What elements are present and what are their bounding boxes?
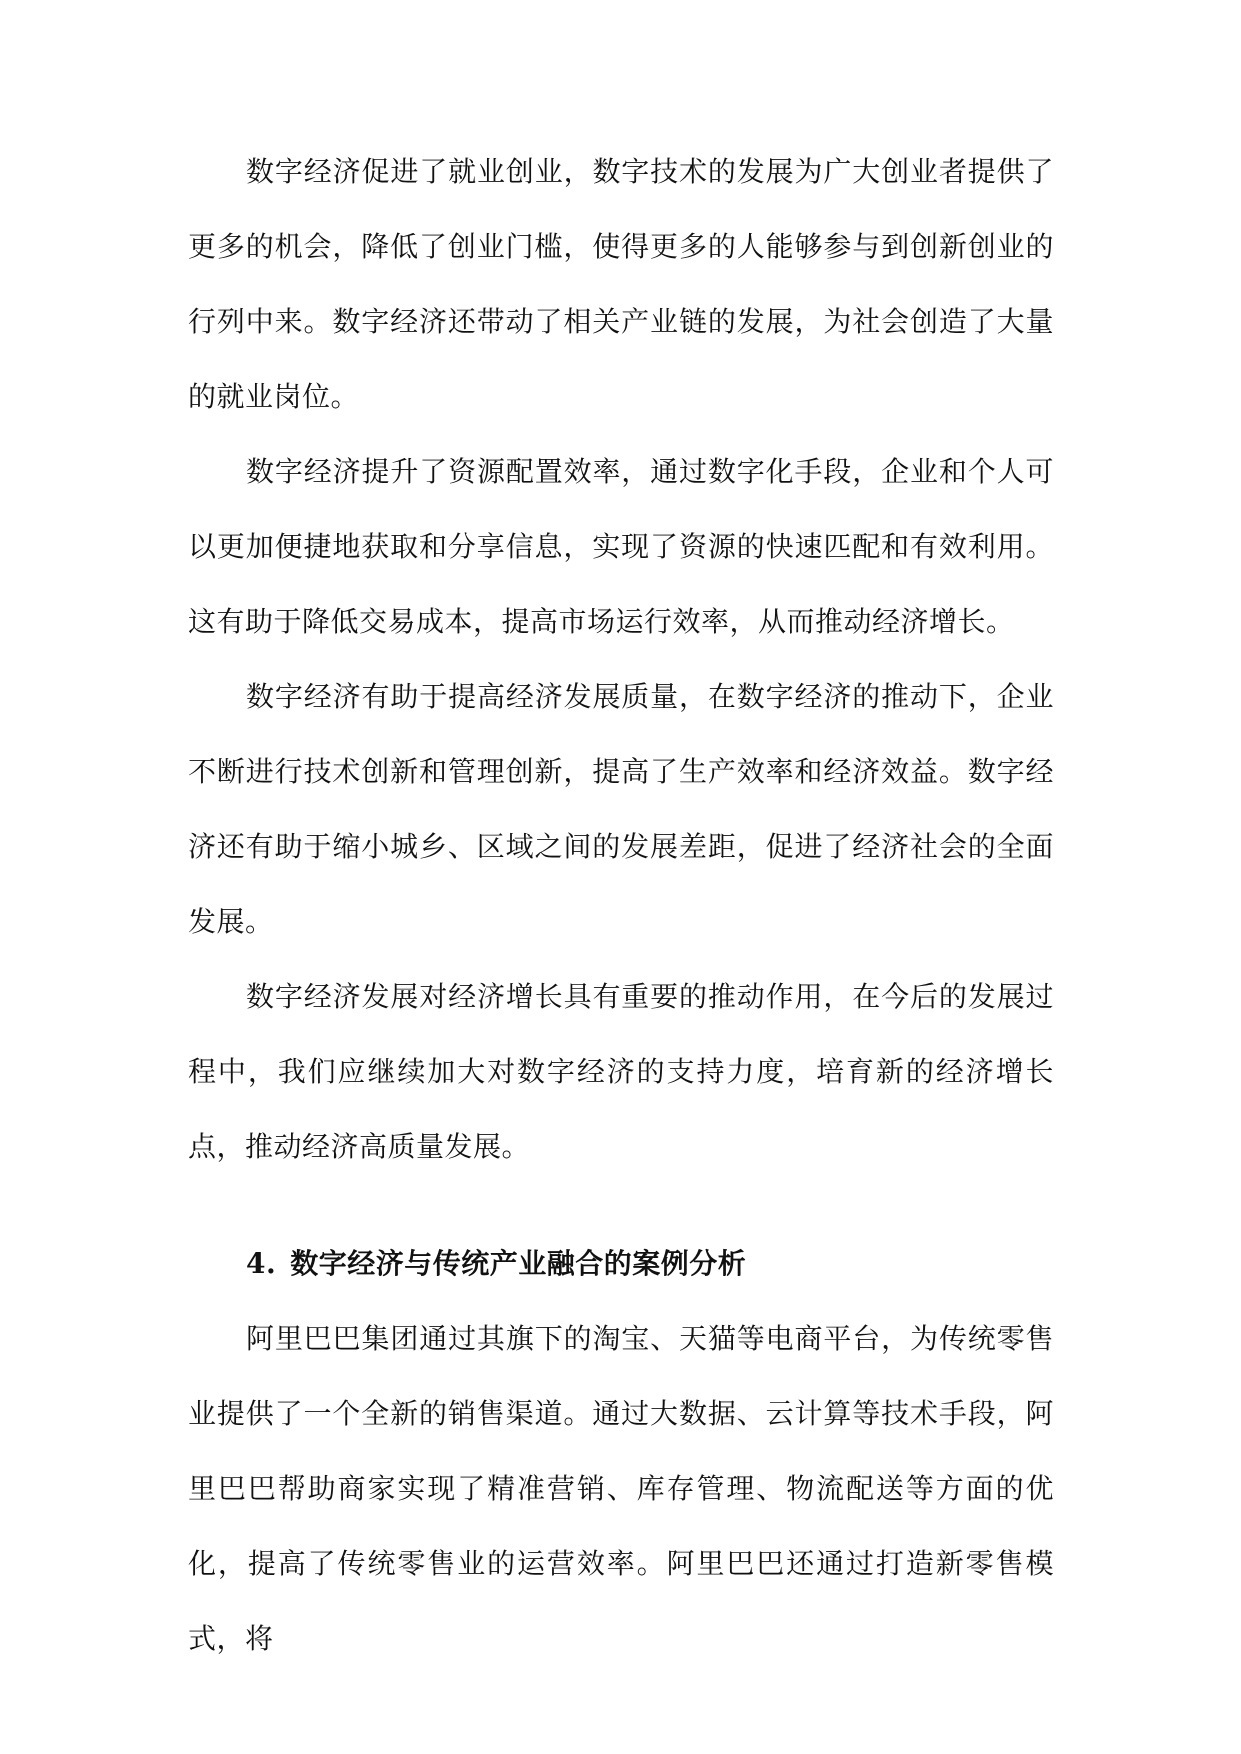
paragraph-employment: 数字经济促进了就业创业，数字技术的发展为广大创业者提供了更多的机会，降低了创业门槛，使得更多的人能够参与到创新创业的行列中来。数字经济还带动了相关产业链的发展，为社会创造了大量的就业岗位。 [188,155,1054,413]
paragraph-development-quality: 数字经济有助于提高经济发展质量，在数字经济的推动下，企业不断进行技术创新和管理创新，提高了生产效率和经济效益。数字经济还有助于缩小城乡、区域之间的发展差距，促进了经济社会的全面发展。 [188,680,1054,938]
paragraph-resource-allocation: 数字经济提升了资源配置效率，通过数字化手段，企业和个人可以更加便捷地获取和分享信息，实现了资源的快速匹配和有效利用。这有助于降低交易成本，提高市场运行效率，从而推动经济增长。 [188,455,1054,638]
paragraph-alibaba-case: 阿里巴巴集团通过其旗下的淘宝、天猫等电商平台，为传统零售业提供了一个全新的销售渠道。通过大数据、云计算等技术手段，阿里巴巴帮助商家实现了精准营销、库存管理、物流配送等方面的优化，提高了传统零售业的运营效率。阿里巴巴还通过打造新零售模式，将 [188,1322,1054,1655]
section-number: 4. [246,1247,277,1280]
paragraph-conclusion: 数字经济发展对经济增长具有重要的推动作用，在今后的发展过程中，我们应继续加大对数字经济的支持力度，培育新的经济增长点，推动经济高质量发展。 [188,980,1054,1163]
section-heading [246,1226,746,1301]
section-title: 数字经济与传统产业融合的案例分析 [290,1247,747,1280]
